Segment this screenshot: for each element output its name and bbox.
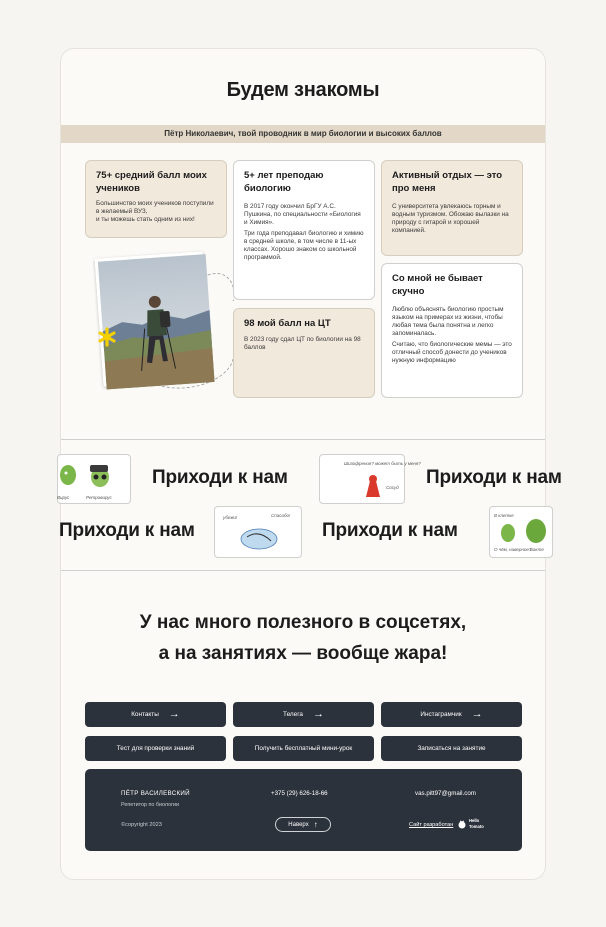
meme-caption: Сосуд xyxy=(386,485,399,490)
meme-caption: Шизофрения? может быть у меня? xyxy=(344,461,421,466)
developer-link[interactable]: Сайт разработан xyxy=(409,822,454,828)
card-text: С университета увлекаюсь горным и водным туризмом. Обожаю вылазки на природу с гитарой и хорошей компанией. xyxy=(392,203,509,234)
arrow-right-icon: → xyxy=(471,708,483,720)
scroll-top-button[interactable] xyxy=(275,817,331,832)
marquee-phrase: Приходи к нам xyxy=(152,467,288,488)
button-label: Контакты xyxy=(131,711,159,718)
developer-brand-line1: Hello xyxy=(469,818,480,823)
meme-caption: Вирус xyxy=(57,495,70,500)
free-lesson-button[interactable] xyxy=(233,736,374,761)
card-average-score xyxy=(85,160,227,238)
telegram-button[interactable] xyxy=(233,702,374,727)
arrow-right-icon: → xyxy=(312,708,324,720)
card-heading: 5+ лет преподаю биологию xyxy=(244,170,324,194)
signup-button[interactable] xyxy=(381,736,522,761)
card-heading: 75+ средний балл моих учеников xyxy=(96,170,207,194)
cta-heading xyxy=(61,607,545,669)
meme-caption: О чём, наверное? xyxy=(494,547,532,552)
footer-phone[interactable]: +375 (29) 626-18-66 xyxy=(271,790,328,797)
arrow-right-icon: → xyxy=(168,708,180,720)
footer-role: Репетитор по биологии xyxy=(121,802,180,808)
meme-caption: В клетке xyxy=(494,513,514,518)
marquee-phrase: Приходи к нам xyxy=(426,467,562,488)
footer xyxy=(85,769,522,851)
marquee-phrase: Приходи к нам xyxy=(59,520,195,541)
card-text: Большинство моих учеников поступили в желаемый ВУЗ, xyxy=(96,200,214,215)
card-text: Считаю, что биологические мемы — это отличный способ донести до учеников нужную информацию xyxy=(392,341,512,364)
developer-brand-line2: Tomato xyxy=(469,824,484,829)
card-active-rest xyxy=(381,160,523,256)
subtitle-band: Пётр Николаевич, твой проводник в мир биологии и высоких баллов xyxy=(61,125,545,143)
teacher-photo xyxy=(95,251,212,386)
marquee-strip xyxy=(57,439,562,571)
card-text: В 2023 году сдал ЦТ по биологии на 98 баллов xyxy=(244,335,361,351)
footer-email[interactable]: vas.pitt97@gmail.com xyxy=(415,790,476,797)
page-frame xyxy=(57,48,562,880)
button-label: Тест для проверки знаний xyxy=(116,745,195,752)
meme-card xyxy=(319,454,421,504)
asterisk-icon xyxy=(97,327,117,347)
button-label: Телега xyxy=(283,711,303,718)
meme-caption: Ретровирус xyxy=(86,495,112,500)
marquee-phrase: Приходи к нам xyxy=(322,520,458,541)
button-label: Инстаграмчик xyxy=(420,711,462,718)
card-text: В 2017 году окончил БрГУ А.С. Пушкина, по специальности «Биология и Химия». xyxy=(244,203,361,226)
page-title: Будем знакомы xyxy=(226,79,380,101)
meme-caption: Бакте xyxy=(530,547,544,552)
tomato-logo-icon xyxy=(458,819,466,829)
meme-caption: убежи! xyxy=(223,515,238,520)
card-never-boring xyxy=(381,263,523,398)
button-label: Получить бесплатный мини-урок xyxy=(254,745,353,752)
arrow-up-icon: ↑ xyxy=(313,820,318,829)
knowledge-test-button[interactable] xyxy=(85,736,226,761)
meme-card xyxy=(214,506,302,558)
card-heading: Со мной не бывает скучно xyxy=(392,273,483,297)
button-label: Наверх xyxy=(288,821,309,828)
meme-card xyxy=(57,454,131,504)
card-text: Люблю объяснять биологию простым языком на примерах из жизни, чтобы любая тема была понятна и легко запоминалась. xyxy=(392,306,504,337)
card-years-teaching xyxy=(233,160,375,300)
card-text: Три года преподавал биологию и химию в средней школе, в том числе в 11-ых классах. Хорошо знаком со школьной программой. xyxy=(244,230,364,261)
meme-caption: Спасибо! xyxy=(271,513,291,518)
footer-copyright: ©copyright 2023 xyxy=(121,822,162,828)
cta-line: У нас много полезного в соцсетях, xyxy=(139,612,467,633)
contacts-button[interactable] xyxy=(85,702,226,727)
instagram-button[interactable] xyxy=(381,702,522,727)
card-ct-score xyxy=(233,308,375,398)
footer-name: ПЁТР ВАСИЛЕВСКИЙ xyxy=(121,790,190,797)
cta-line: а на занятиях — вообще жара! xyxy=(158,643,448,664)
meme-card xyxy=(489,506,553,558)
card-heading: Активный отдых — это про меня xyxy=(392,170,503,194)
card-heading: 98 мой балл на ЦТ xyxy=(244,318,331,329)
card-text: и ты можешь стать одним из них! xyxy=(96,216,195,223)
button-label: Записаться на занятие xyxy=(417,745,486,752)
